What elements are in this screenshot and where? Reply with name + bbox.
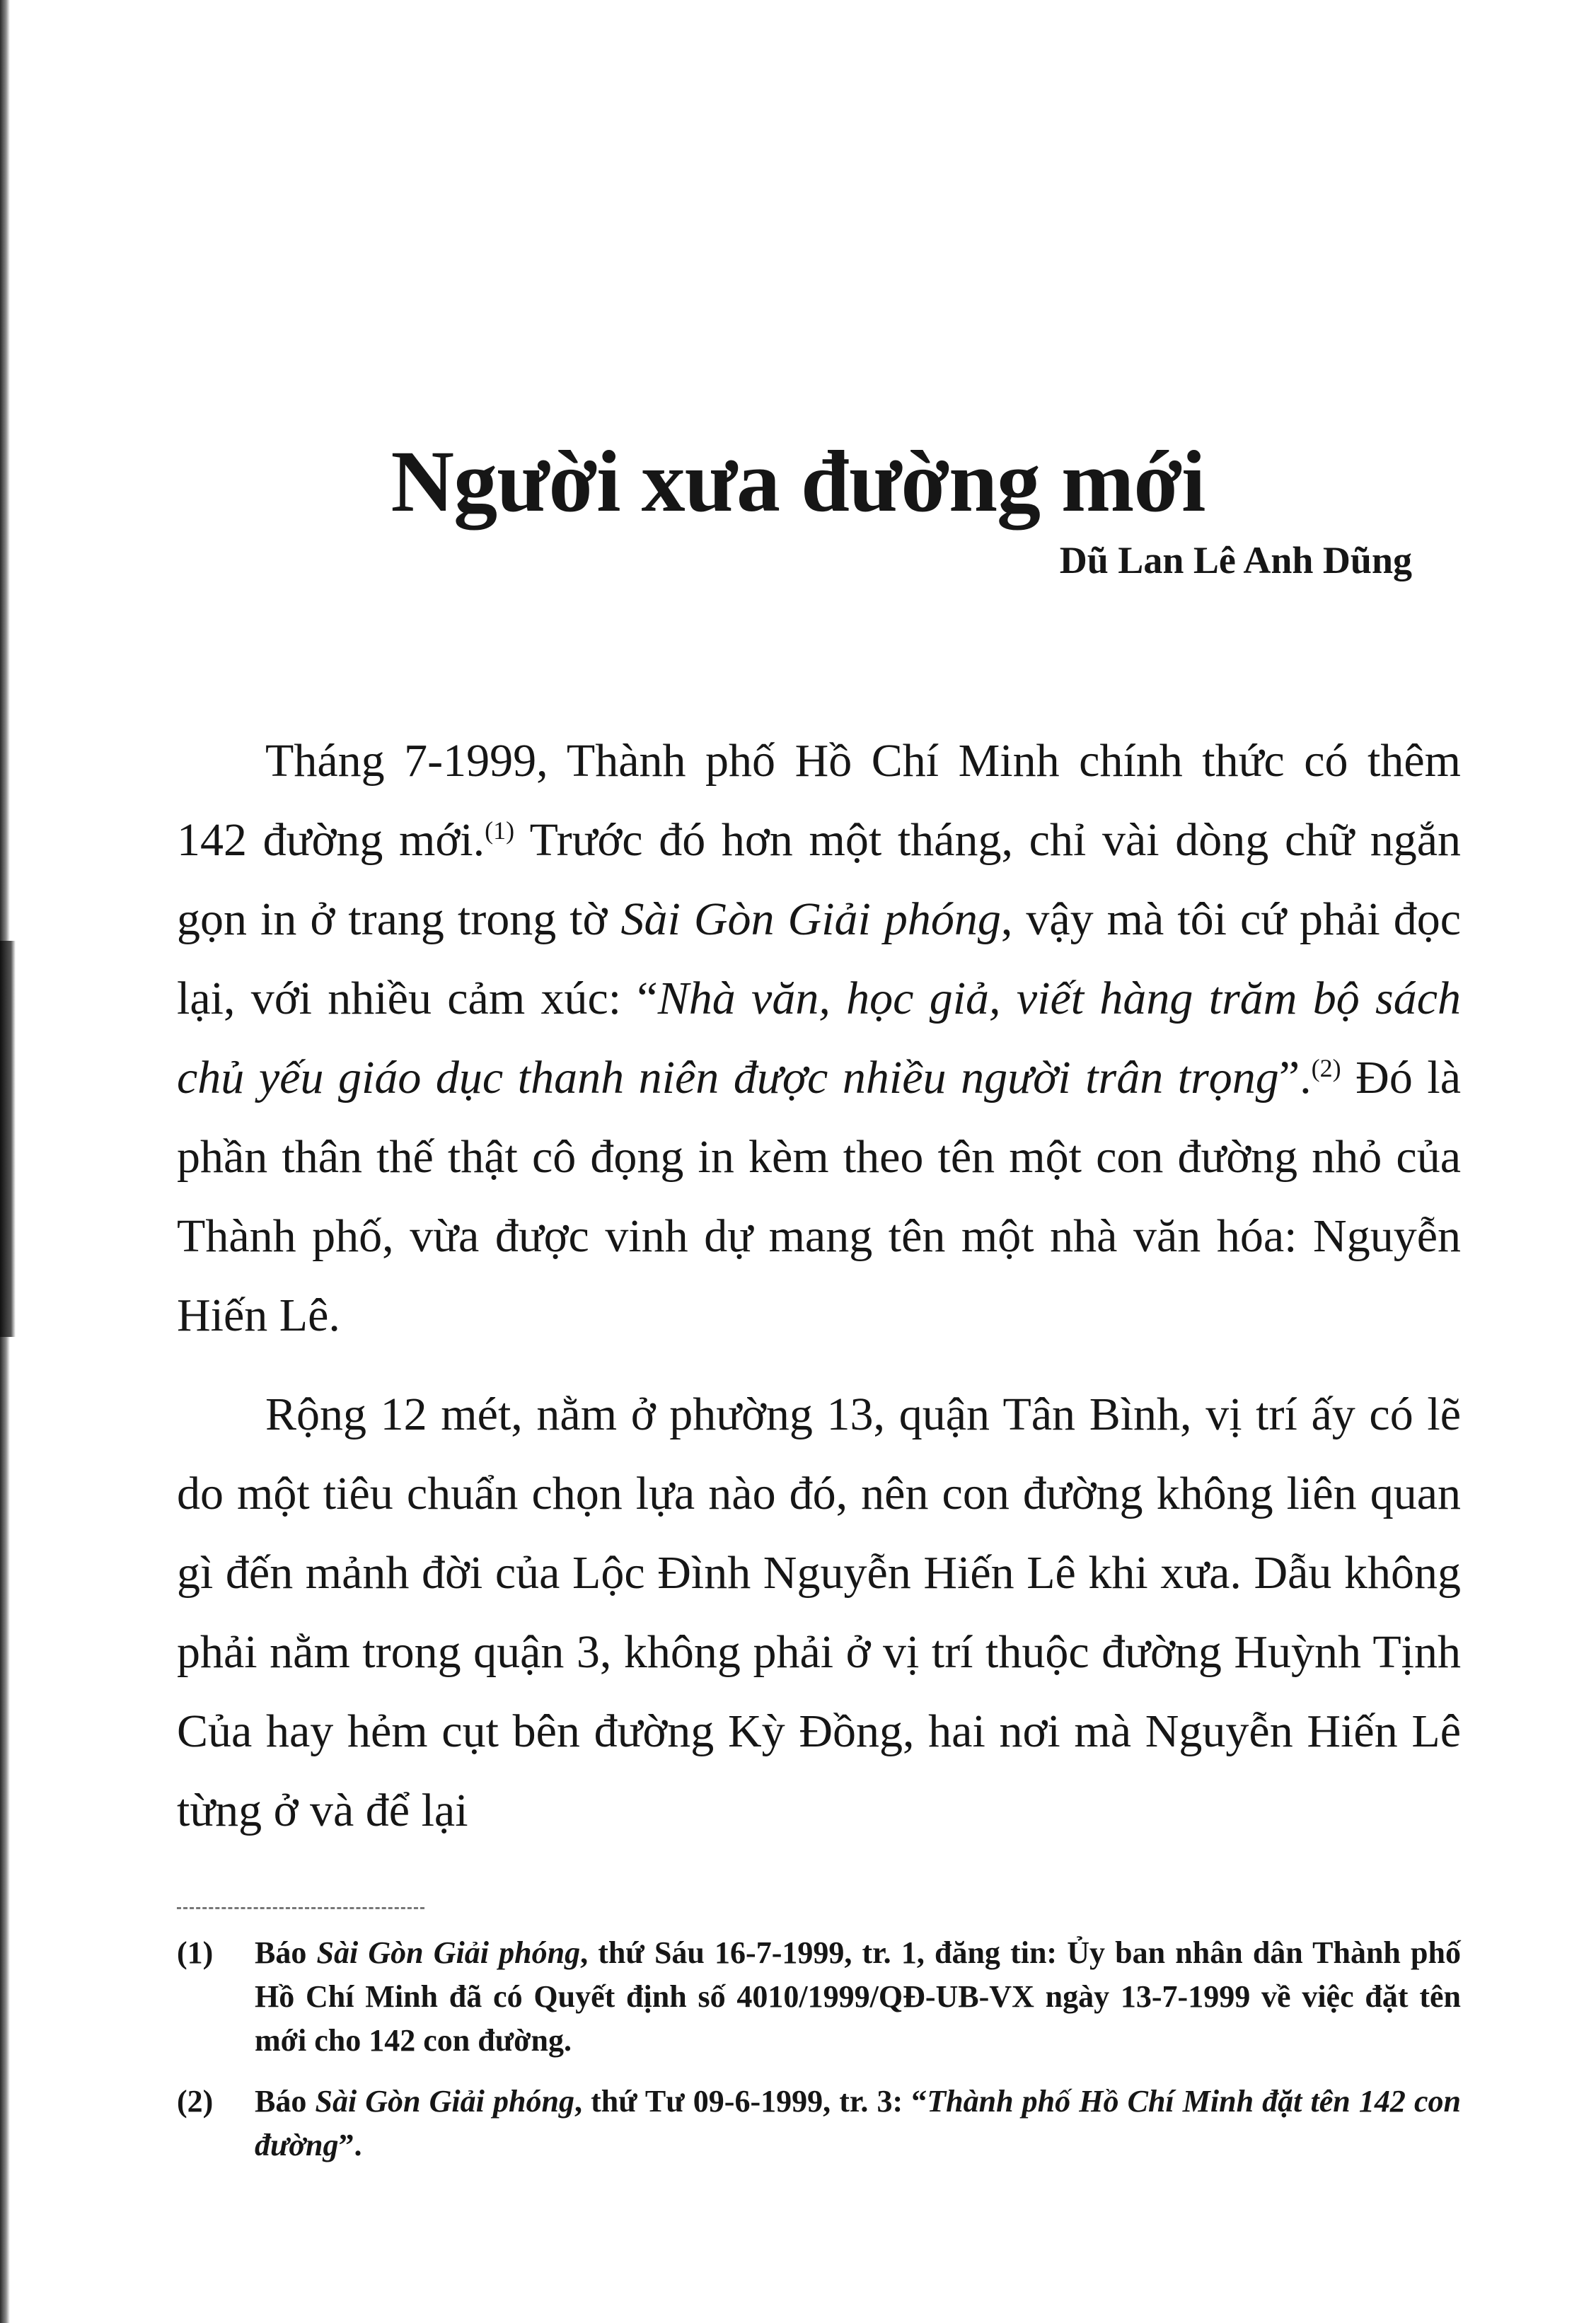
text-run: , vậy mà tôi cứ phải đọc lại, với nhiều cảm xúc: “ xyxy=(177,893,1461,1024)
text-run: Đó là phần thân thế thật cô đọng in kèm theo tên một con đường nhỏ của Thành phố, vừa được vinh dự mang tên một nhà văn hóa: Nguyễn Hiến Lê. xyxy=(177,1052,1462,1341)
chapter-title: Người xưa đường mới xyxy=(391,433,1205,531)
footnotes xyxy=(177,1931,1461,2184)
text-run: ”. xyxy=(338,2128,362,2162)
footnote-number: (2) xyxy=(177,2084,214,2119)
text-run: Báo xyxy=(255,1935,317,1970)
text-run: , thứ Sáu 16-7-1999, tr. 1, đăng tin: Ủy ban nhân dân Thành phố Hồ Chí Minh đã có Quyết định số 4010/1999/QĐ-UB-VX ngày 13-7-1999 về việc đặt tên mới cho 142 con đường. xyxy=(255,1935,1461,2058)
text-run: , thứ Tư 09-6-1999, tr. 3: “ xyxy=(574,2084,927,2119)
footnote-text xyxy=(255,1931,1461,2063)
text-run: Báo xyxy=(255,2084,316,2119)
footnote-number: (1) xyxy=(177,1935,214,1970)
footnote-text xyxy=(255,2080,1461,2167)
page-spine-mark xyxy=(0,941,16,1337)
footnote xyxy=(177,1931,1461,2063)
footnote xyxy=(177,2080,1461,2167)
text-run: Rộng 12 mét, nằm ở phường 13, quận Tân Bình, vị trí ấy có lẽ do một tiêu chuẩn chọn lựa nào đó, nên con đường không liên quan gì đến mảnh đời của Lộc Đình Nguyễn Hiến Lê khi xưa. Dẫu không phải nằm trong quận 3, không phải ở vị trí thuộc đường Huỳnh Tịnh Của hay hẻm cụt bên đường Kỳ Đồng, hai nơi mà Nguyễn Hiến Lê từng ở và để lại xyxy=(177,1389,1461,1836)
footnote-separator xyxy=(177,1907,424,1909)
italic-text: Thành phố Hồ Chí Minh đặt tên 142 con đường xyxy=(255,2084,1461,2162)
text-run: ”. xyxy=(1278,1052,1312,1103)
body-text xyxy=(177,722,1461,1870)
paragraph xyxy=(177,722,1461,1355)
footnote-reference: (1) xyxy=(485,816,515,845)
italic-text: Sài Gòn Giải phóng xyxy=(316,1935,581,1970)
text-run: Tháng 7-1999, Thành phố Hồ Chí Minh chính thức có thêm 142 đường mới. xyxy=(177,735,1461,866)
footnote-reference: (2) xyxy=(1311,1054,1341,1082)
italic-text: Sài Gòn Giải phóng xyxy=(620,893,1001,945)
italic-text: Nhà văn, học giả, viết hàng trăm bộ sách chủ yếu giáo dục thanh niên được nhiều người trân trọng xyxy=(177,973,1461,1103)
paragraph xyxy=(177,1375,1461,1850)
italic-text: Sài Gòn Giải phóng xyxy=(315,2084,574,2119)
author-name: Dũ Lan Lê Anh Dũng xyxy=(1059,539,1412,581)
text-run: Trước đó hơn một tháng, chỉ vài dòng chữ ngắn gọn in ở trang trong tờ xyxy=(177,814,1462,945)
